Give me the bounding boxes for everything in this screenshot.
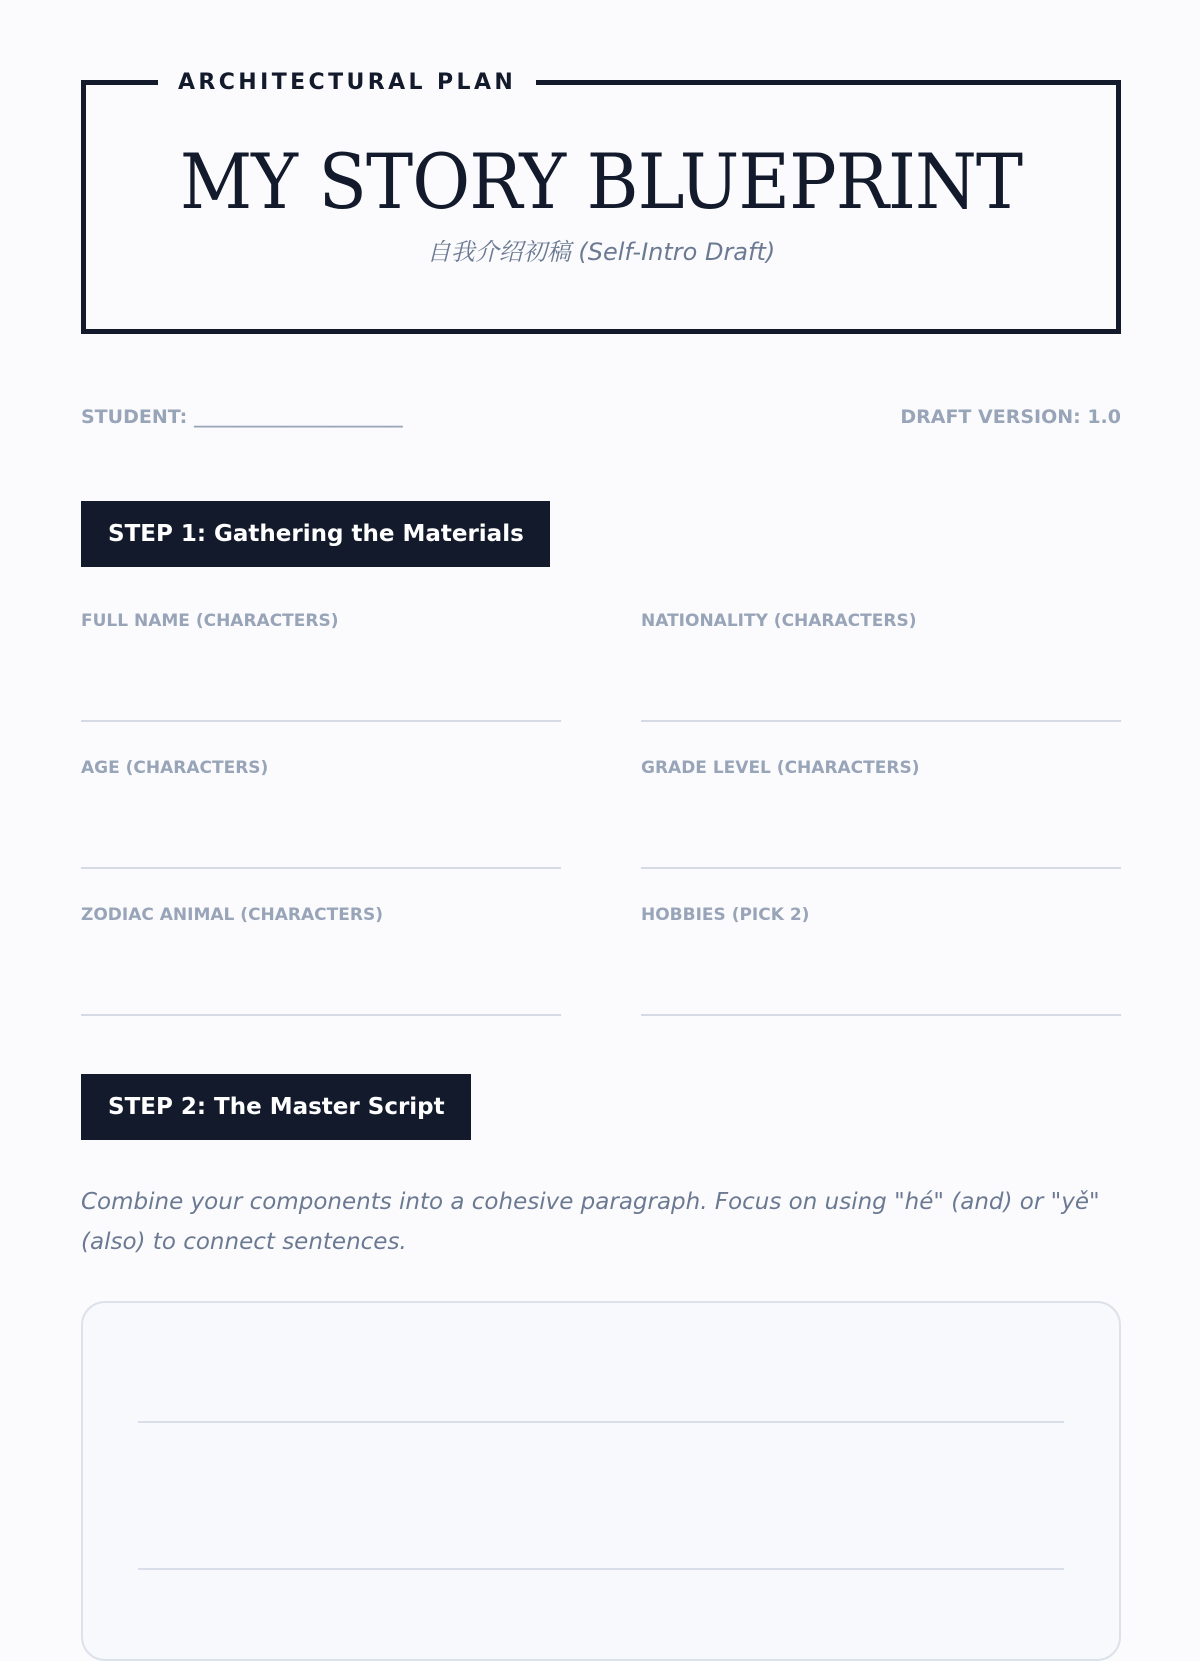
worksheet-page [81, 0, 1121, 1600]
meta-row [81, 404, 1121, 430]
nationality-label: NATIONALITY (CHARACTERS) [641, 611, 917, 631]
page-title: MY STORY BLUEPRINT [179, 137, 1023, 226]
age-field[interactable] [81, 757, 561, 869]
draft-version: DRAFT VERSION: 1.0 [900, 406, 1121, 428]
full-name-field[interactable] [81, 610, 561, 722]
hobbies-field[interactable] [641, 904, 1121, 1016]
step1-banner: STEP 1: Gathering the Materials [81, 501, 550, 567]
step2-instruction: Combine your components into a cohesive paragraph. Focus on using "hé" (and) or "yě" (also) to connect sentences. [81, 1189, 1100, 1255]
step2-banner: STEP 2: The Master Script [81, 1074, 471, 1140]
writing-line [138, 1421, 1064, 1423]
title-frame [81, 70, 1121, 334]
student-line[interactable]: STUDENT: ______________________ [81, 406, 403, 428]
page-subtitle: 自我介绍初稿 (Self-Intro Draft) [426, 238, 776, 266]
nationality-field[interactable] [641, 610, 1121, 722]
hobbies-label: HOBBIES (PICK 2) [641, 905, 810, 925]
grade-level-label: GRADE LEVEL (CHARACTERS) [641, 758, 920, 778]
writing-line [138, 1568, 1064, 1570]
zodiac-animal-field[interactable] [81, 904, 561, 1016]
full-name-label: FULL NAME (CHARACTERS) [81, 611, 339, 631]
frame-tag: ARCHITECTURAL PLAN [158, 69, 536, 97]
zodiac-animal-label: ZODIAC ANIMAL (CHARACTERS) [81, 905, 383, 925]
grade-level-field[interactable] [641, 757, 1121, 869]
age-label: AGE (CHARACTERS) [81, 758, 269, 778]
writing-area[interactable] [81, 1301, 1121, 1661]
